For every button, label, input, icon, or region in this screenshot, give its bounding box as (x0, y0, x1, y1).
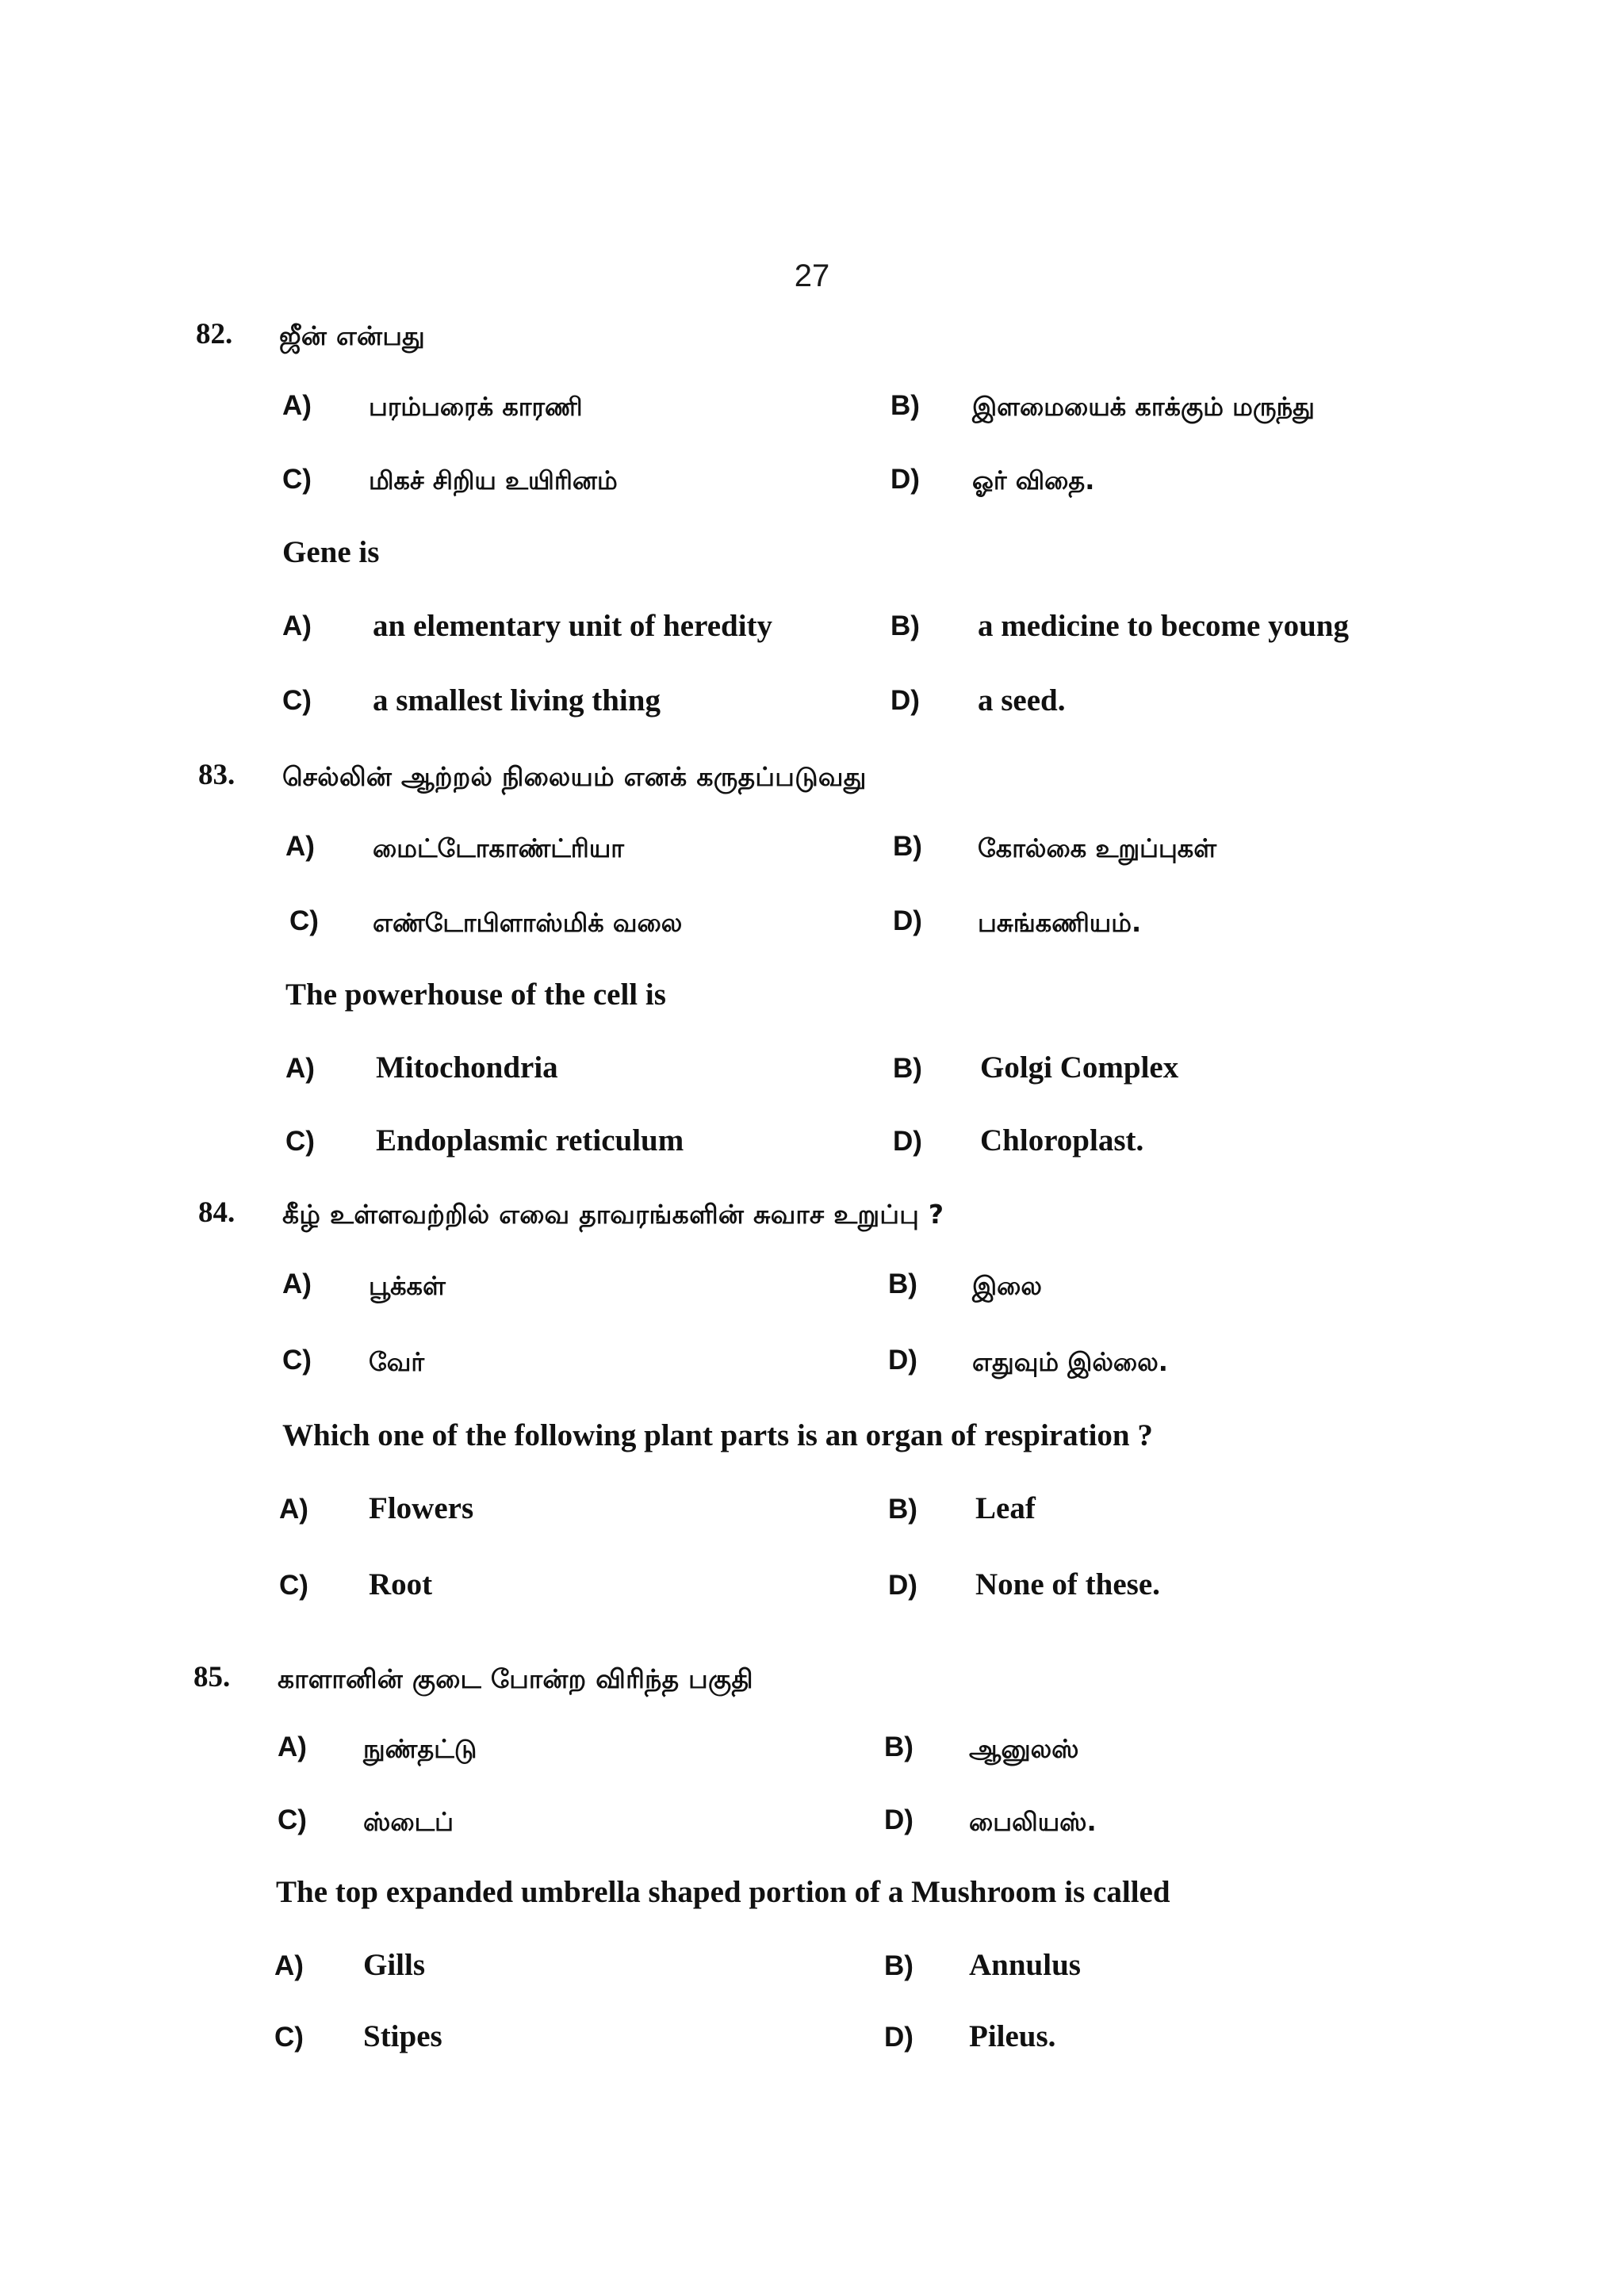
option-label-d: D) (891, 685, 920, 716)
option-text-c: எண்டோபிளாஸ்மிக் வலை (373, 908, 683, 938)
option-label-b: B) (888, 1494, 917, 1525)
question-number: 83. (198, 759, 236, 791)
option-text-a: நுண்தட்டு (363, 1734, 477, 1764)
option-text-a: Flowers (369, 1491, 474, 1525)
option-text-c: மிகச் சிறிய உயிரினம் (369, 465, 618, 496)
option-text-c: Endoplasmic reticulum (376, 1123, 684, 1158)
option-text-a: பரம்பரைக் காரணி (369, 392, 583, 422)
option-text-b: இளமையைக் காக்கும் மருந்து (972, 392, 1315, 422)
question-number: 82. (196, 318, 233, 350)
option-text-d: ஓர் விதை. (972, 465, 1095, 496)
option-text-b: இலை (972, 1271, 1042, 1301)
question-number: 84. (198, 1196, 236, 1229)
option-text-d: எதுவும் இல்லை. (972, 1347, 1168, 1377)
option-label-c: C) (279, 1570, 308, 1601)
option-label-c: C) (282, 1345, 312, 1376)
question-stem-english: The powerhouse of the cell is (285, 978, 666, 1012)
option-text-a: an elementary unit of heredity (373, 609, 773, 643)
option-label-b: B) (884, 1950, 914, 1981)
option-label-d: D) (884, 1804, 914, 1835)
option-label-d: D) (888, 1570, 917, 1601)
question-number: 85. (193, 1661, 231, 1693)
option-label-c: C) (274, 2022, 304, 2053)
option-text-b: Golgi Complex (980, 1050, 1179, 1085)
option-label-b: B) (891, 390, 920, 421)
question-stem-tamil: கீழ் உள்ளவற்றில் எவை தாவரங்களின் சுவாச உறுப்பு ? (282, 1199, 944, 1230)
option-label-b: B) (888, 1269, 917, 1299)
option-text-b: ஆனுலஸ் (969, 1734, 1079, 1764)
option-label-c: C) (278, 1804, 307, 1835)
option-label-a: A) (285, 1053, 315, 1084)
option-label-a: A) (282, 390, 312, 421)
option-label-a: A) (285, 831, 315, 862)
option-label-a: A) (282, 1269, 312, 1299)
option-text-a: Gills (363, 1948, 426, 1982)
option-label-a: A) (279, 1494, 308, 1525)
option-text-b: Leaf (975, 1491, 1036, 1525)
option-label-a: A) (278, 1732, 307, 1762)
option-label-b: B) (891, 610, 920, 641)
option-text-d: பைலியஸ். (969, 1807, 1097, 1837)
option-label-b: B) (893, 831, 922, 862)
option-text-b: a medicine to become young (978, 609, 1349, 643)
option-text-d: a seed. (978, 683, 1066, 718)
option-label-d: D) (893, 905, 922, 936)
option-text-a: பூக்கள் (369, 1271, 446, 1301)
option-text-c: Stipes (363, 2019, 442, 2053)
option-label-d: D) (884, 2022, 914, 2053)
option-text-c: வேர் (369, 1347, 425, 1377)
option-text-c: a smallest living thing (373, 683, 661, 718)
option-text-d: None of these. (975, 1567, 1160, 1601)
question-stem-tamil: செல்லின் ஆற்றல் நிலையம் எனக் கருதப்படுவது (282, 761, 867, 792)
option-text-d: பசுங்கணியம். (978, 908, 1142, 938)
question-stem-tamil: காளானின் குடை போன்ற விரிந்த பகுதி (278, 1663, 753, 1694)
option-label-a: A) (282, 610, 312, 641)
option-label-d: D) (893, 1126, 922, 1157)
option-text-c: ஸ்டைப் (363, 1807, 454, 1837)
question-stem-english: The top expanded umbrella shaped portion of a Mushroom is called (276, 1875, 1170, 1909)
question-stem-english: Which one of the following plant parts is an organ of respiration ? (282, 1418, 1153, 1452)
option-text-d: Chloroplast. (980, 1123, 1144, 1158)
option-label-c: C) (282, 464, 312, 495)
option-text-b: கோல்கை உறுப்புகள் (978, 833, 1217, 863)
option-label-a: A) (274, 1950, 304, 1981)
option-label-b: B) (884, 1732, 914, 1762)
option-label-c: C) (285, 1126, 315, 1157)
option-text-a: மைட்டோகாண்ட்ரியா (373, 833, 624, 863)
option-label-d: D) (891, 464, 920, 495)
option-label-d: D) (888, 1345, 917, 1376)
option-text-d: Pileus. (969, 2019, 1056, 2053)
option-label-c: C) (282, 685, 312, 716)
option-text-a: Mitochondria (376, 1050, 558, 1085)
option-text-c: Root (369, 1567, 433, 1601)
question-stem-english: Gene is (282, 535, 380, 569)
page-number: 27 (794, 258, 830, 293)
option-label-c: C) (289, 905, 319, 936)
option-text-b: Annulus (969, 1948, 1081, 1982)
question-stem-tamil: ஜீன் என்பது (279, 320, 426, 351)
option-label-b: B) (893, 1053, 922, 1084)
